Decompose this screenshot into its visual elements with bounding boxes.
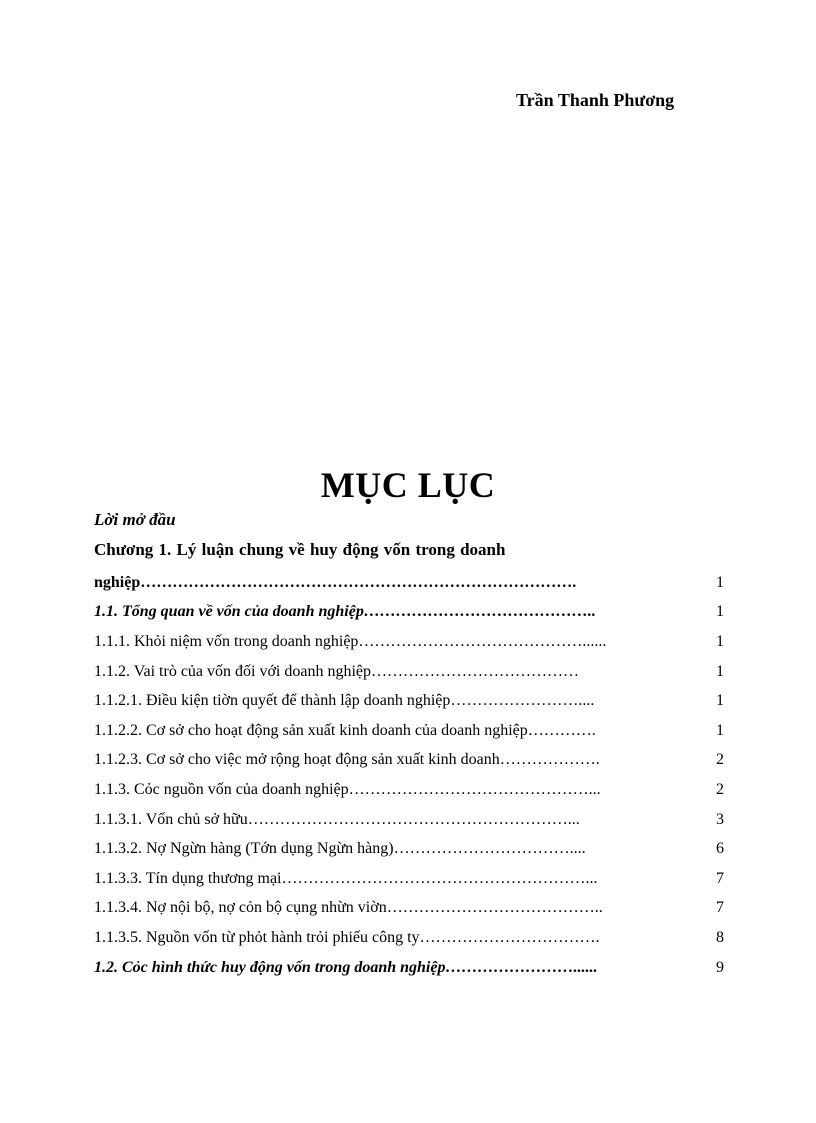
- toc-entry-page: 1: [716, 692, 724, 710]
- toc-entry-page: 1: [716, 662, 724, 680]
- toc-entry-text: 1.1. Tổng quan về vốn của doanh nghiệp……………………………………..: [94, 603, 596, 621]
- toc-entry-text: 1.1.1. Khỏi niệm vốn trong doanh nghiệp……………………………………......: [94, 632, 607, 650]
- toc-entry-page: 8: [716, 928, 724, 946]
- toc-entry[interactable]: [94, 894, 724, 924]
- toc-entry-text: 1.1.2. Vai trò của vốn đối với doanh nghiệp…………………………………: [94, 662, 580, 680]
- toc-entry[interactable]: [94, 775, 724, 805]
- toc-entry-page: 1: [716, 573, 724, 591]
- toc-entry-page: 1: [716, 603, 724, 621]
- toc-entry-page: 3: [716, 810, 724, 828]
- toc-entry-text: 1.1.3. Cỏc nguồn vốn của doanh nghiệp………………………………………...: [94, 780, 601, 798]
- toc-entry[interactable]: [94, 746, 724, 776]
- toc-entry-page: 7: [716, 899, 724, 917]
- toc-entry[interactable]: [94, 864, 724, 894]
- toc-entry-text: 1.2. Cỏc hình thức huy động vốn trong doanh nghiệp……………………......: [94, 958, 598, 976]
- toc-entry[interactable]: [94, 686, 724, 716]
- table-of-contents: [94, 568, 724, 982]
- toc-entry[interactable]: [94, 953, 724, 983]
- toc-entry[interactable]: [94, 568, 724, 598]
- toc-entry[interactable]: [94, 805, 724, 835]
- toc-entry-page: 9: [716, 958, 724, 976]
- page-title: MỤC LỤC: [320, 465, 496, 505]
- toc-entry[interactable]: [94, 834, 724, 864]
- toc-entry[interactable]: [94, 716, 724, 746]
- toc-entry-page: 2: [716, 751, 724, 769]
- toc-entry-text: 1.1.3.5. Nguồn vốn từ phỏt hành trỏi phiếu công ty…………………………….: [94, 928, 600, 946]
- toc-entry-text: 1.1.3.1. Vốn chủ sở hữu……………………………………………………...: [94, 810, 580, 828]
- toc-entry-text: 1.1.2.1. Điều kiện tiờn quyết để thành lập doanh nghiệp……………………....: [94, 692, 595, 710]
- chapter-heading: Chương 1. Lý luận chung về huy động vốn trong doanh: [94, 540, 506, 559]
- toc-entry-page: 2: [716, 780, 724, 798]
- toc-entry[interactable]: [94, 923, 724, 953]
- toc-entry-text: nghiệp……………………………………………………………………….: [94, 573, 577, 591]
- toc-entry-page: 1: [716, 632, 724, 650]
- intro-heading: Lời mở đầu: [94, 510, 176, 529]
- toc-entry-page: 6: [716, 840, 724, 858]
- toc-entry[interactable]: [94, 657, 724, 687]
- toc-entry-text: 1.1.2.2. Cơ sở cho hoạt động sản xuất kinh doanh của doanh nghiệp………….: [94, 721, 596, 739]
- toc-entry-text: 1.1.3.2. Nợ Ngừn hàng (Tớn dụng Ngừn hàng)……………………………....: [94, 840, 586, 858]
- toc-entry-text: 1.1.3.4. Nợ nội bộ, nợ cỏn bộ cụng nhừn viờn…………………………………..: [94, 899, 603, 917]
- toc-entry-text: 1.1.2.3. Cơ sở cho việc mở rộng hoạt động sản xuất kinh doanh……………….: [94, 751, 600, 769]
- toc-entry-text: 1.1.3.3. Tín dụng thương mại…………………………………………………...: [94, 869, 598, 887]
- author-name: Trần Thanh Phương: [516, 90, 675, 110]
- toc-entry-page: 1: [716, 721, 724, 739]
- toc-entry[interactable]: [94, 627, 724, 657]
- toc-entry-page: 7: [716, 869, 724, 887]
- toc-entry[interactable]: [94, 598, 724, 628]
